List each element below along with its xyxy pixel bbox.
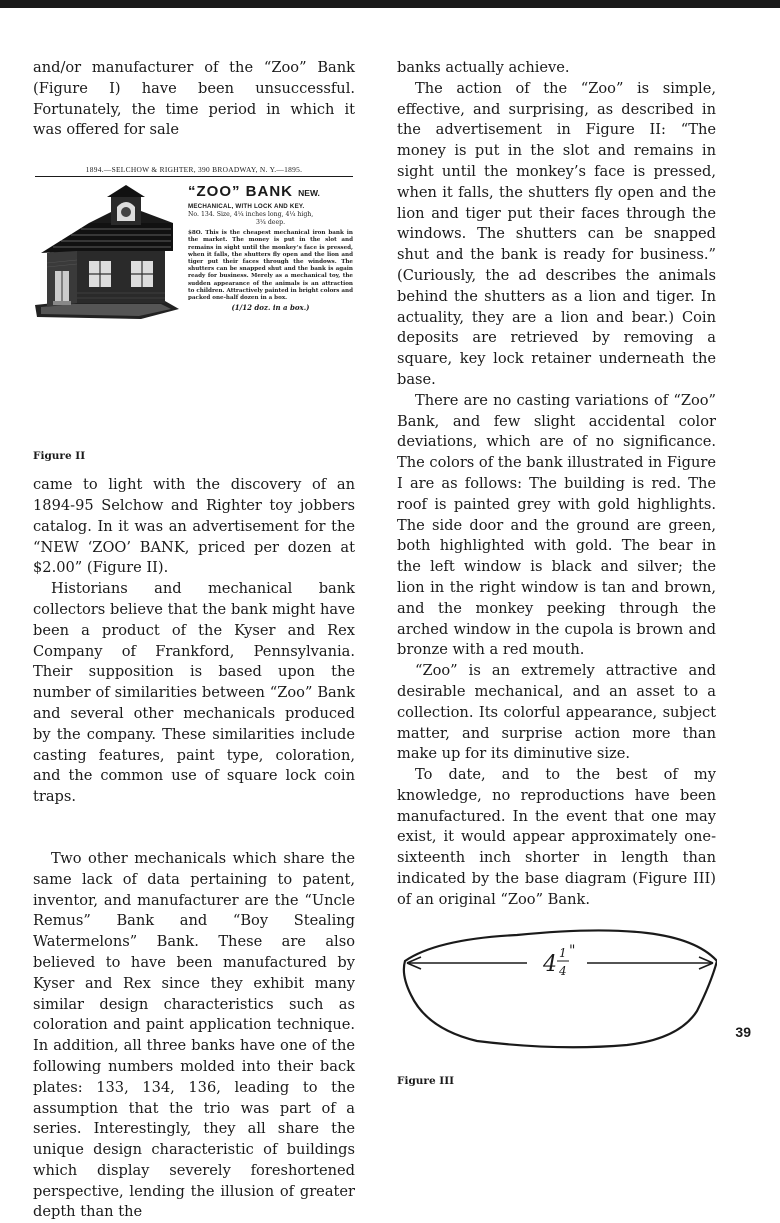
zoo-bank-engraving — [33, 183, 181, 323]
paragraph-attractive: “Zoo” is an extremely attractive and desirable mechanical, and an asset to a collection. Its colorful appearance, subject matter, and surprise action more than make up for its diminutive size. — [397, 662, 716, 763]
ad-body: $8O. This is the cheapest mechanical iron bank in the market. The money is put in the slot and remains in sight until the monkey’s face is pressed, when it falls, the shutters fly open and the lion and tiger put their faces through the windows. The shutters can be snapped shut and the bank is again ready for business. Merely as a mechanical toy, the sudden appearance of the animals is an attraction to children. Attractively painted in bright colors and packed one-half dozen in a box. — [188, 230, 353, 302]
ad-title-text: “ZOO” BANK — [188, 183, 293, 201]
figure-3-base-diagram — [397, 921, 717, 1071]
top-edge-rule — [0, 0, 780, 8]
paragraph-catalog: came to light with the discovery of an 1894-95 Selchow and Righter toy jobbers catalog. In it was an advertisement for the “NEW ‘ZOO’ BANK, priced per dozen at $2.00” (Figure II). — [33, 476, 355, 577]
catalog-header: 1894.—SELCHOW & RIGHTER, 390 BROADWAY, N. Y.—1895. — [35, 165, 353, 177]
paragraph-banks: banks actually achieve. — [397, 59, 570, 76]
page-number: 39 — [735, 1024, 751, 1040]
figure-2 — [33, 165, 355, 475]
paragraph-casting: There are no casting variations of “Zoo” Bank, and few slight accidental color deviations, which are of no significance. The colors of the bank illustrated in Figure I are as follows: The building is red. The roof is painted grey with gold highlights. The side door and the ground are green, both highlighted with gold. The bear in the left window is black and silver; the lion in the right window is tan and brown, and the monkey peeking through the arched window in the cupola is brown and bronze with a red mouth. — [397, 391, 716, 659]
dimension-denominator: 4 — [559, 963, 567, 978]
paragraph-two-other: Two other mechanicals which share the same lack of data pertaining to patent, inventor, and manufacturer are the “Uncle Remus” Bank and “Boy Stealing Watermelons” Bank. These are also believed to have been manufactured by Kyser and Rex since they exhibit many similar design characteristics such as coloration and paint application technique. In addition, all three banks have one of the following numbers molded into their back plates: 133, 134, 136, leading to the assumption that the trio was part of a series. Interestingly, they all share the unique design characteristic of buildings which display severely foreshortened perspective, lending the illusion of greater depth than the — [33, 849, 355, 1221]
figure-2-caption: Figure II — [33, 450, 86, 463]
paragraph-action: The action of the “Zoo” is simple, effective, and surprising, as described in the advertisement in Figure II: “The money is put in the slot and remains in sight until the monkey’s face is pressed, when it falls, the shutters fly open and the lion and tiger put their faces through the windows. The shutters can be snapped shut and the bank is ready for business.” (Curiously, the ad describes the animals behind the shutters as a lion and tiger. In actuality, they are a lion and bear.) Coin deposits are retrieved by removing a square, key lock retainer underneath the base. — [397, 79, 716, 388]
ad-size-line-2: 3¼ deep. — [255, 219, 286, 227]
advertisement-text — [188, 183, 353, 312]
ad-subtitle: MECHANICAL, WITH LOCK AND KEY. — [188, 203, 305, 211]
dimension-unit: " — [569, 942, 576, 959]
ad-size-line-1: No. 134. Size, 4¼ inches long, 4¼ high, — [188, 211, 314, 219]
dimension-numerator: 1 — [559, 945, 567, 960]
paragraph-reproductions: To date, and to the best of my knowledge, no reproductions have been manufactured. In the event that one may exist, it would appear approximately one-sixteenth inch shorter in length than indicated by the base diagram (Figure III) of an original “Zoo” Bank. — [397, 766, 716, 908]
right-column — [397, 58, 716, 1087]
figure-2-advertisement — [33, 165, 355, 362]
ad-new-badge: NEW. — [298, 188, 320, 199]
paragraph-intro: and/or manufacturer of the “Zoo” Bank (Figure I) have been unsuccessful. Fortunately, the time period in which it was offered for sale — [33, 59, 355, 139]
ad-title — [188, 183, 353, 202]
dimension-whole: 4 — [543, 951, 557, 977]
left-column — [33, 58, 355, 1223]
paragraph-historians: Historians and mechanical bank collectors believe that the bank might have been a product of the Kyser and Rex Company of Frankford, Pennsylvania. Their supposition is based upon the number of similarities between “Zoo” Bank and several other mechanicals produced by the company. These similarities include casting features, paint type, coloration, and the common use of square lock coin traps. — [33, 580, 355, 806]
ad-signoff: (1/12 doz. in a box.) — [231, 303, 310, 313]
figure-3-caption: Figure III — [397, 1074, 455, 1087]
